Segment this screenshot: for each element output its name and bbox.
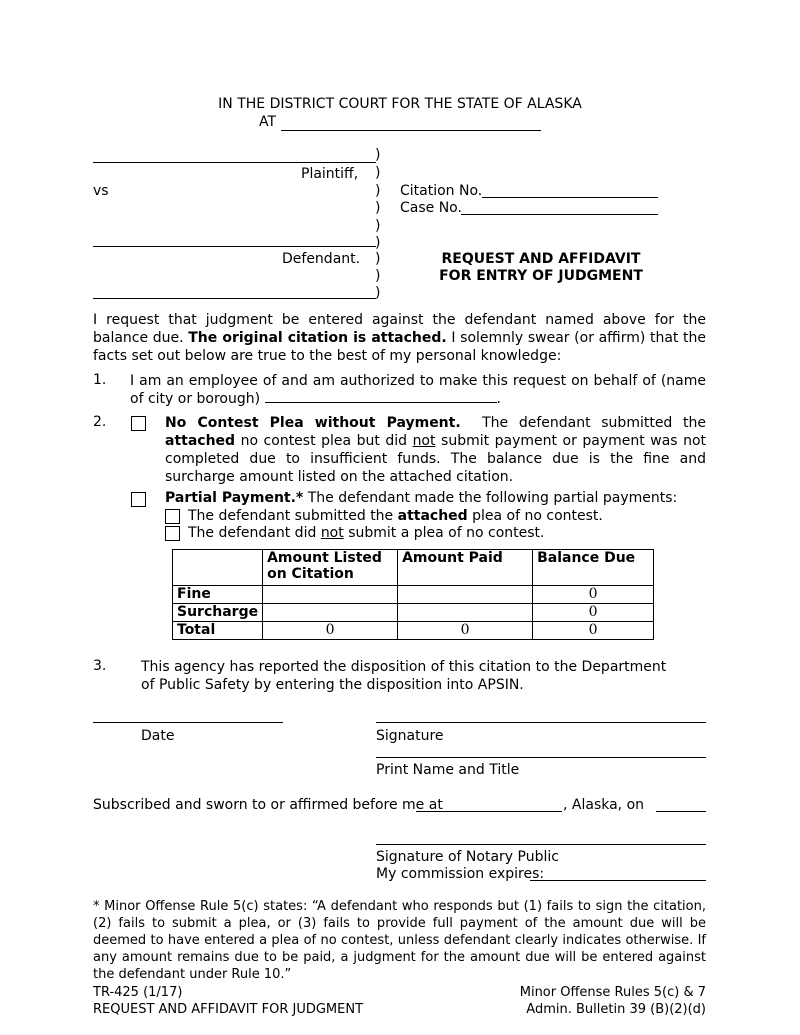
caption-paren: ) bbox=[375, 251, 381, 267]
item-3-text: This agency has reported the disposition of this citation to the Department of Public Safety by entering the disposition into APSIN. bbox=[141, 659, 667, 693]
balance-due-cell[interactable]: 0 bbox=[533, 604, 654, 622]
sworn-text: Subscribed and sworn to or affirmed before me at bbox=[93, 797, 443, 813]
defendant-address-field[interactable] bbox=[93, 298, 376, 299]
payment-table bbox=[172, 549, 654, 640]
submitted-plea-checkbox[interactable] bbox=[165, 509, 180, 524]
bulletin-reference: Admin. Bulletin 39 (B)(2)(d) bbox=[526, 1002, 706, 1017]
intro-paragraph bbox=[93, 311, 706, 365]
citation-no-label: Citation No. bbox=[400, 183, 483, 199]
form-title-line1: REQUEST AND AFFIDAVIT bbox=[441, 251, 641, 267]
no-contest-paragraph bbox=[165, 414, 706, 486]
citation-no-field[interactable] bbox=[482, 197, 658, 198]
partial-payment-line bbox=[165, 490, 677, 506]
submitted-plea-option bbox=[188, 508, 603, 524]
table-header-cell: Amount Paid bbox=[398, 550, 533, 586]
signature-field[interactable] bbox=[376, 722, 706, 723]
intro-bold: The original citation is attached. bbox=[188, 330, 447, 346]
caption-paren: ) bbox=[375, 200, 381, 216]
no-plea-not: not bbox=[320, 525, 344, 541]
row-label: Fine bbox=[173, 586, 263, 604]
caption-paren: ) bbox=[375, 235, 381, 251]
date-field[interactable] bbox=[93, 722, 283, 723]
no-contest-title: No Contest Plea without Payment. bbox=[165, 415, 461, 431]
table-header-cell: Balance Due bbox=[533, 550, 654, 586]
row-label: Surcharge bbox=[173, 604, 263, 622]
sworn-date-field[interactable] bbox=[656, 811, 706, 812]
no-contest-attached: attached bbox=[165, 433, 236, 449]
caption-paren: ) bbox=[375, 183, 381, 199]
table-header-row bbox=[173, 550, 654, 586]
city-borough-field[interactable] bbox=[265, 390, 497, 403]
table-row bbox=[173, 622, 654, 640]
no-plea-checkbox[interactable] bbox=[165, 526, 180, 541]
item-1-end: . bbox=[496, 391, 501, 407]
caption-paren: ) bbox=[375, 268, 381, 284]
no-contest-checkbox[interactable] bbox=[131, 416, 146, 431]
case-no-label: Case No. bbox=[400, 200, 462, 216]
table-row bbox=[173, 586, 654, 604]
submitted-plea-text: The defendant submitted the bbox=[188, 508, 394, 524]
caption-paren: ) bbox=[375, 218, 381, 234]
amount-listed-cell[interactable] bbox=[263, 586, 398, 604]
defendant-label: Defendant. bbox=[282, 251, 361, 267]
caption-paren: ) bbox=[375, 147, 381, 163]
case-no-field[interactable] bbox=[461, 214, 658, 215]
item-3-number: 3. bbox=[93, 658, 107, 674]
signature-label: Signature bbox=[376, 728, 444, 744]
table-header-cell: Amount Listed on Citation bbox=[263, 550, 398, 586]
balance-due-cell[interactable]: 0 bbox=[533, 622, 654, 640]
no-contest-not: not bbox=[412, 433, 436, 449]
amount-listed-cell[interactable] bbox=[263, 604, 398, 622]
item-1-number: 1. bbox=[93, 372, 107, 388]
amount-listed-cell[interactable]: 0 bbox=[263, 622, 398, 640]
notary-signature-field[interactable] bbox=[376, 844, 706, 845]
item-1-body: I am an employee of and am authorized to make this request on behalf of (name of city or borough) bbox=[130, 373, 706, 407]
item-1-text bbox=[130, 372, 706, 408]
form-title-line2: FOR ENTRY OF JUDGMENT bbox=[439, 268, 643, 284]
intro-text: I request that judgment be entered against the defendant named above for the balance due. bbox=[93, 312, 706, 346]
form-id: TR-425 (1/17) bbox=[93, 985, 183, 1000]
caption-paren: ) bbox=[375, 285, 381, 301]
submitted-plea-text-2: plea of no contest. bbox=[472, 508, 603, 524]
table-row bbox=[173, 604, 654, 622]
commission-expires-field[interactable] bbox=[530, 880, 706, 881]
plaintiff-label: Plaintiff, bbox=[301, 166, 359, 182]
alaska-on-text: , Alaska, on bbox=[563, 797, 645, 813]
defendant-name-field[interactable] bbox=[93, 246, 376, 247]
item-2-number: 2. bbox=[93, 414, 107, 430]
print-name-field[interactable] bbox=[376, 757, 706, 758]
notary-label: Signature of Notary Public bbox=[376, 849, 559, 865]
no-plea-text-2: submit a plea of no contest. bbox=[348, 525, 545, 541]
row-label: Total bbox=[173, 622, 263, 640]
rules-reference: Minor Offense Rules 5(c) & 7 bbox=[519, 985, 706, 1000]
no-plea-option bbox=[188, 525, 544, 541]
no-contest-text: The defendant submitted the bbox=[482, 415, 706, 431]
balance-due-cell[interactable]: 0 bbox=[533, 586, 654, 604]
amount-paid-cell[interactable] bbox=[398, 586, 533, 604]
commission-label: My commission expires: bbox=[376, 866, 545, 882]
amount-paid-cell[interactable] bbox=[398, 604, 533, 622]
footnote: * Minor Offense Rule 5(c) states: “A defendant who responds but (1) fails to sign the citation, (2) fails to submit a plea, or (3) fails to provide full payment of the amount due will be deemed to have entered a plea of no contest, unless defendant clearly indicates otherwise. If any amount remains due to be paid, a judgment for the amount due will be entered against the defendant under Rule 10.” bbox=[93, 899, 706, 982]
no-plea-text: The defendant did bbox=[188, 525, 317, 541]
at-label: AT bbox=[259, 114, 277, 130]
no-contest-text-2: no contest plea but did bbox=[240, 433, 408, 449]
submitted-plea-attached: attached bbox=[397, 508, 468, 524]
print-name-label: Print Name and Title bbox=[376, 762, 520, 778]
vs-label: vs bbox=[93, 183, 109, 199]
form-footer-title: REQUEST AND AFFIDAVIT FOR JUDGMENT bbox=[93, 1002, 364, 1017]
partial-payment-text: The defendant made the following partial payments: bbox=[307, 490, 678, 506]
caption-paren: ) bbox=[375, 165, 381, 181]
amount-paid-cell[interactable]: 0 bbox=[398, 622, 533, 640]
no-contest-text-3: submit payment or payment was not completed due to insufficient funds. The balance due is the fine and surcharge amount listed on the attached citation. bbox=[165, 433, 707, 485]
court-heading: IN THE DISTRICT COURT FOR THE STATE OF ALASKA bbox=[218, 96, 582, 112]
partial-payment-title: Partial Payment.* bbox=[165, 490, 304, 506]
date-label: Date bbox=[141, 728, 175, 744]
sworn-location-field[interactable] bbox=[416, 811, 562, 812]
intro-text-2: I solemnly swear (or affirm) that the facts set out below are true to the best of my personal knowledge: bbox=[93, 330, 707, 364]
at-location-field[interactable] bbox=[281, 130, 541, 131]
partial-payment-checkbox[interactable] bbox=[131, 492, 146, 507]
plaintiff-name-field[interactable] bbox=[93, 162, 376, 163]
table-header-cell bbox=[173, 550, 263, 586]
